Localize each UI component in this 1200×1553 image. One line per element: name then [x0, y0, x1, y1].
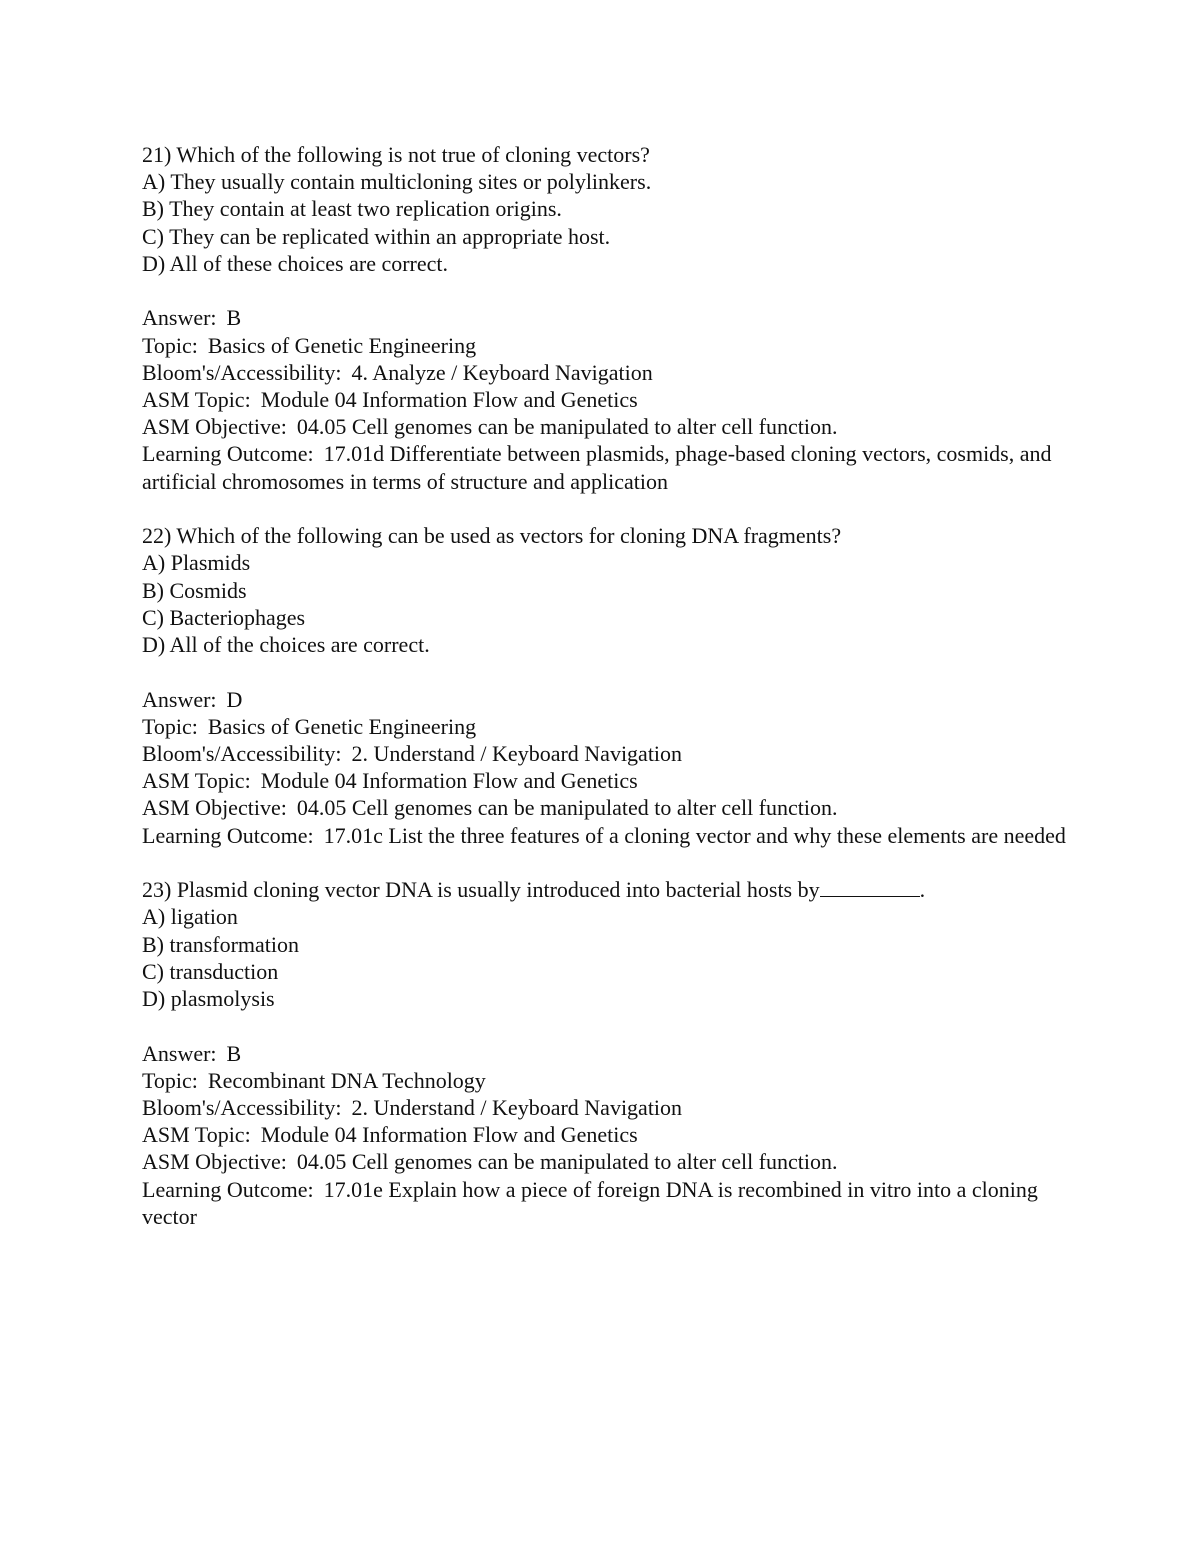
answer-line [142, 1040, 1072, 1067]
learning-outcome-value: 17.01c List the three features of a cloning vector and why these elements are needed [323, 822, 1066, 848]
question-stem: 21) Which of the following is not true of cloning vectors? [142, 142, 650, 167]
blooms-label: Bloom's/Accessibility: [142, 1095, 342, 1121]
blooms-label: Bloom's/Accessibility: [142, 741, 342, 767]
topic-line [142, 713, 1072, 740]
topic-value: Basics of Genetic Engineering [207, 713, 477, 739]
asm-objective-label: ASM Objective: [142, 795, 287, 821]
topic-label: Topic: [142, 713, 198, 739]
asm-objective-label: ASM Objective: [142, 1149, 287, 1175]
blooms-value: 4. Analyze / Keyboard Navigation [351, 359, 653, 385]
asm-objective-line [142, 413, 1072, 440]
asm-topic-label: ASM Topic: [142, 387, 251, 413]
learning-outcome-label: Learning Outcome: [142, 1176, 314, 1202]
learning-outcome-value: 17.01e Explain how a piece of foreign DNA is recombined in vitro into a cloning vector [142, 1176, 1038, 1229]
choice-a: A) ligation [142, 904, 238, 930]
answer-value: D [226, 686, 243, 712]
choice-d: D) All of the choices are correct. [142, 632, 430, 658]
asm-topic-label: ASM Topic: [142, 1122, 251, 1148]
answer-blank [820, 878, 920, 897]
answer-label: Answer: [142, 686, 217, 712]
asm-topic-line [142, 767, 1072, 794]
asm-topic-line [142, 1121, 1072, 1148]
question-21-meta [142, 304, 1072, 494]
blooms-value: 2. Understand / Keyboard Navigation [351, 1095, 683, 1121]
choice-c: C) transduction [142, 958, 279, 984]
answer-line [142, 686, 1072, 713]
topic-value: Recombinant DNA Technology [207, 1067, 486, 1093]
asm-topic-line [142, 386, 1072, 413]
topic-value: Basics of Genetic Engineering [207, 332, 477, 358]
asm-objective-value: 04.05 Cell genomes can be manipulated to alter cell function. [296, 414, 838, 440]
question-stem: 22) Which of the following can be used as vectors for cloning DNA fragments? [142, 523, 842, 549]
asm-topic-value: Module 04 Information Flow and Genetics [260, 1122, 638, 1148]
learning-outcome-label: Learning Outcome: [142, 822, 314, 848]
asm-objective-label: ASM Objective: [142, 414, 287, 440]
learning-outcome-label: Learning Outcome: [142, 441, 314, 467]
answer-value: B [226, 1040, 242, 1066]
answer-label: Answer: [142, 1040, 217, 1066]
asm-topic-label: ASM Topic: [142, 768, 251, 794]
learning-outcome-line [142, 822, 1072, 849]
blooms-value: 2. Understand / Keyboard Navigation [351, 741, 683, 767]
blooms-label: Bloom's/Accessibility: [142, 359, 342, 385]
choice-b: B) transformation [142, 931, 300, 957]
topic-label: Topic: [142, 1067, 198, 1093]
topic-label: Topic: [142, 332, 198, 358]
topic-line [142, 1067, 1072, 1094]
answer-label: Answer: [142, 305, 217, 331]
asm-objective-line [142, 1148, 1072, 1175]
choice-a: A) They usually contain multicloning sites or polylinkers. [142, 169, 652, 195]
answer-value: B [226, 305, 242, 331]
blooms-line [142, 1094, 1072, 1121]
question-22 [142, 522, 1072, 658]
question-22-meta [142, 686, 1072, 849]
learning-outcome-value: 17.01d Differentiate between plasmids, phage-based cloning vectors, cosmids, and artificial chromosomes in terms of structure and application [142, 441, 1052, 494]
question-content [142, 141, 1072, 1257]
choice-b: B) Cosmids [142, 577, 247, 603]
choice-d: D) All of these choices are correct. [142, 250, 449, 276]
learning-outcome-line [142, 440, 1072, 494]
blooms-line [142, 359, 1072, 386]
question-23 [142, 876, 1072, 1012]
question-stem-end: . [919, 877, 926, 903]
choice-b: B) They contain at least two replication origins. [142, 196, 562, 222]
question-21 [142, 141, 1072, 277]
topic-line [142, 332, 1072, 359]
asm-topic-value: Module 04 Information Flow and Genetics [260, 387, 638, 413]
asm-objective-value: 04.05 Cell genomes can be manipulated to alter cell function. [296, 795, 838, 821]
asm-objective-line [142, 794, 1072, 821]
choice-d: D) plasmolysis [142, 986, 275, 1012]
choice-c: C) They can be replicated within an appropriate host. [142, 223, 611, 249]
question-23-meta [142, 1040, 1072, 1230]
choice-a: A) Plasmids [142, 550, 251, 576]
answer-line [142, 304, 1072, 331]
question-stem: 23) Plasmid cloning vector DNA is usually introduced into bacterial hosts by [142, 877, 820, 903]
blooms-line [142, 740, 1072, 767]
asm-objective-value: 04.05 Cell genomes can be manipulated to alter cell function. [296, 1149, 838, 1175]
question-stem-line [142, 876, 1072, 903]
choice-c: C) Bacteriophages [142, 604, 306, 630]
asm-topic-value: Module 04 Information Flow and Genetics [260, 768, 638, 794]
learning-outcome-line [142, 1176, 1072, 1230]
